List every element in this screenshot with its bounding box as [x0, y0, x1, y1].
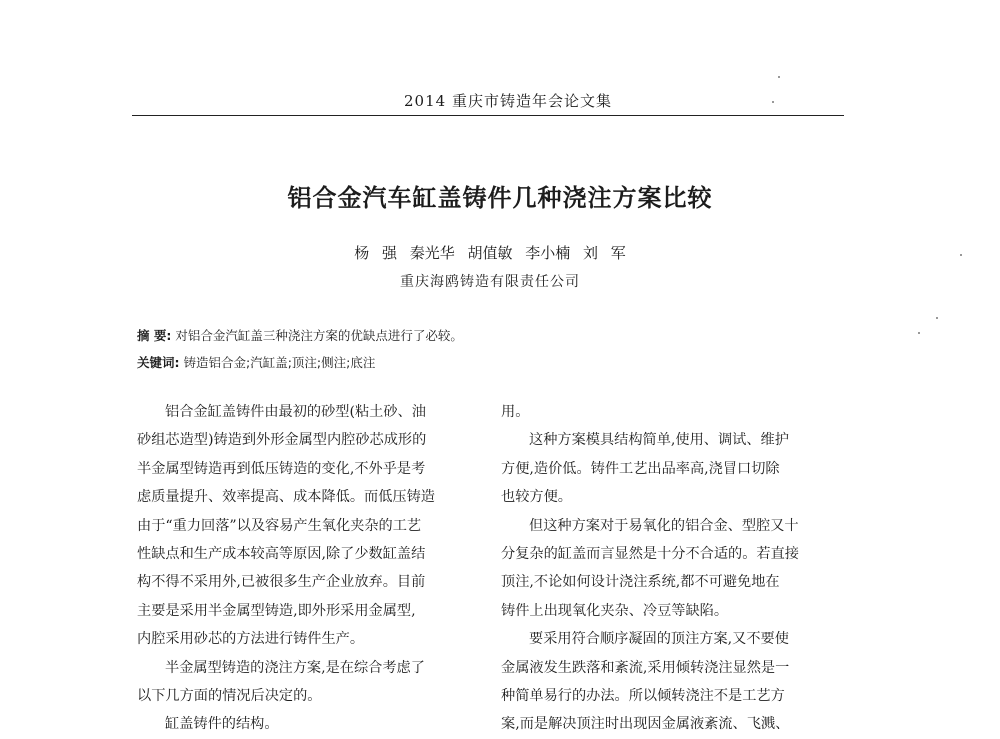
scan-speck — [918, 332, 920, 334]
body-line: 也较方便。 — [501, 489, 572, 506]
body-line: 性缺点和生产成本较高等原因,除了少数缸盖结 — [137, 545, 426, 562]
body-line: 铸件上出现氧化夹杂、冷豆等缺陷。 — [501, 602, 729, 619]
abstract-text: 对铝合金汽缸盖三种浇注方案的优缺点进行了必较。 — [175, 328, 463, 343]
body-line: 缸盖铸件的结构。 — [165, 716, 279, 733]
body-line: 案,而是解决顶注时出现因金属液紊流、飞溅、 — [501, 716, 790, 733]
body-line: 构不得不采用外,已被很多生产企业放弃。目前 — [137, 574, 426, 591]
body-line: 用。 — [501, 404, 530, 420]
body-line: 由于“重力回落”以及容易产生氧化夹杂的工艺 — [137, 517, 422, 534]
body-line: 虑质量提升、效率提高、成本降低。而低压铸造 — [137, 489, 435, 506]
author-list: 杨 强 秦光华 胡值敏 李小楠 刘 军 — [354, 244, 626, 262]
keywords-text: 铸造铝合金;汽缸盖;顶注;侧注;底注 — [183, 355, 376, 370]
header-rule — [132, 115, 844, 116]
abstract — [137, 326, 463, 344]
body-line: 这种方案模具结构简单,使用、调试、维护 — [529, 432, 789, 449]
body-column-left — [137, 398, 487, 739]
body-line: 顶注,不论如何设计浇注系统,都不可避免地在 — [501, 574, 780, 591]
keywords-label: 关键词: — [137, 355, 180, 370]
paper-title: 铝合金汽车缸盖铸件几种浇注方案比较 — [287, 184, 713, 212]
body-line: 金属液发生跌落和紊流,采用倾转浇注显然是一 — [501, 659, 790, 676]
scan-speck — [936, 317, 938, 319]
keywords — [137, 353, 375, 371]
scan-speck — [772, 101, 774, 103]
running-header: 2014 重庆市铸造年会论文集 — [404, 92, 612, 110]
body-line: 种简单易行的办法。所以倾转浇注不是工艺方 — [501, 687, 785, 704]
body-line: 内腔采用砂芯的方法进行铸件生产。 — [137, 631, 365, 648]
abstract-label: 摘 要: — [137, 328, 172, 343]
scan-speck — [778, 76, 780, 78]
body-line: 铝合金缸盖铸件由最初的砂型(粘土砂、油 — [165, 404, 426, 420]
body-line: 主要是采用半金属型铸造,即外形采用金属型, — [137, 602, 416, 619]
body-line: 分复杂的缸盖而言显然是十分不合适的。若直接 — [501, 545, 799, 562]
body-column-right — [501, 398, 851, 739]
body-line: 以下几方面的情况后决定的。 — [137, 687, 322, 704]
body-line: 砂组芯造型)铸造到外形金属型内腔砂芯成形的 — [137, 432, 427, 449]
body-line: 半金属型铸造的浇注方案,是在综合考虑了 — [165, 659, 425, 676]
scan-speck — [960, 254, 962, 256]
body-line: 方便,造价低。铸件工艺出品率高,浇冒口切除 — [501, 460, 780, 477]
body-line: 但这种方案对于易氧化的铝合金、型腔又十 — [529, 517, 799, 534]
body-line: 要采用符合顺序凝固的顶注方案,又不要使 — [529, 631, 789, 648]
body-line: 半金属型铸造再到低压铸造的变化,不外乎是考 — [137, 460, 426, 477]
affiliation: 重庆海鸥铸造有限责任公司 — [400, 274, 580, 290]
